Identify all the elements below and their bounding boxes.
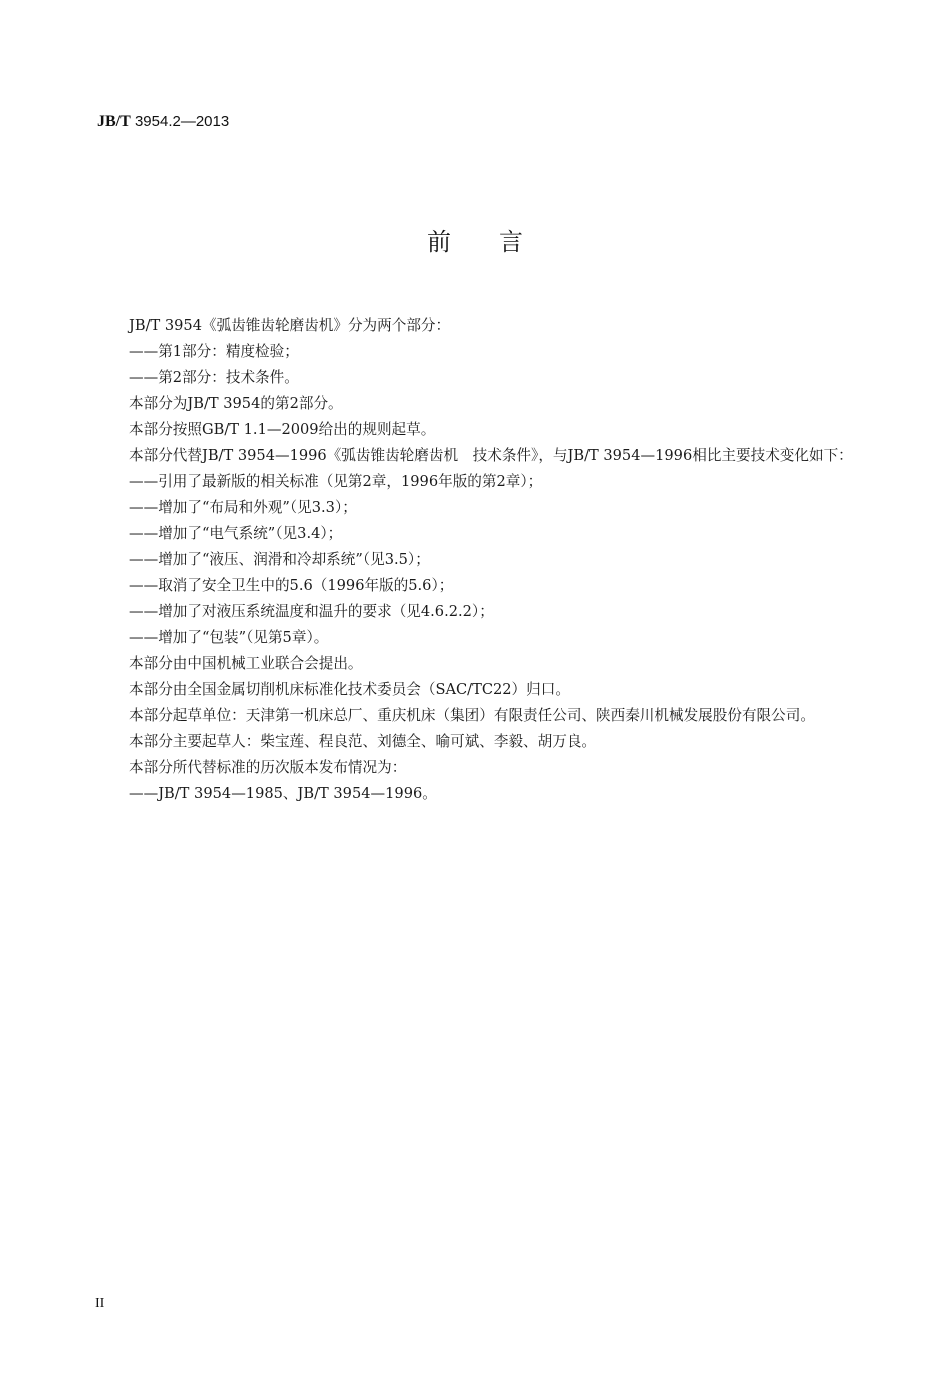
list-item-change: ——取消了安全卫生中的5.6（1996年版的5.6）；	[129, 577, 454, 594]
page-title: 前言	[427, 228, 571, 256]
list-item-change: ——增加了“电气系统”（见3.4）；	[129, 525, 343, 542]
page-number: II	[95, 1296, 105, 1311]
list-item-part-1: ——第1部分：精度检验；	[129, 343, 299, 360]
standard-code-header	[97, 113, 229, 131]
standard-code-number: 3954.2—2013	[130, 113, 230, 130]
list-item-change: ——增加了“包装”（见第5章）。	[129, 629, 329, 646]
list-item-change: ——增加了“液压、润滑和冷却系统”（见3.5）；	[129, 551, 430, 568]
proposed-by-paragraph: 本部分由中国机械工业联合会提出。	[129, 655, 363, 672]
list-item-change: ——引用了最新版的相关标准（见第2章，1996年版的第2章）；	[129, 473, 543, 490]
drafting-units-paragraph: 本部分起草单位：天津第一机床总厂、重庆机床（集团）有限责任公司、陕西秦川机械发展股份有限公司。	[129, 707, 815, 724]
standard-code-prefix: JB/T	[97, 113, 131, 130]
drafters-paragraph: 本部分主要起草人：柴宝莲、程良范、刘德全、喻可斌、李毅、胡万良。	[129, 733, 597, 750]
list-item-change: ——增加了对液压系统温度和温升的要求（见4.6.2.2）；	[129, 603, 494, 620]
drafting-rule-paragraph: 本部分按照GB/T 1.1—2009给出的规则起草。	[129, 421, 436, 438]
list-item-change: ——增加了“布局和外观”（见3.3）；	[129, 499, 357, 516]
history-intro-paragraph: 本部分所代替标准的历次版本发布情况为：	[129, 759, 407, 776]
foreword-body	[97, 313, 869, 807]
replaces-paragraph: 本部分代替JB/T 3954—1996《弧齿锥齿轮磨齿机 技术条件》，与JB/T 3954—1996相比主要技术变化如下：	[129, 447, 853, 464]
list-item-history: ——JB/T 3954—1985、JB/T 3954—1996。	[129, 785, 437, 802]
this-part-paragraph: 本部分为JB/T 3954的第2部分。	[129, 395, 343, 412]
list-item-part-2: ——第2部分：技术条件。	[129, 369, 299, 386]
intro-paragraph: JB/T 3954《弧齿锥齿轮磨齿机》分为两个部分：	[129, 317, 451, 334]
managed-by-paragraph: 本部分由全国金属切削机床标准化技术委员会（SAC/TC22）归口。	[129, 681, 570, 698]
